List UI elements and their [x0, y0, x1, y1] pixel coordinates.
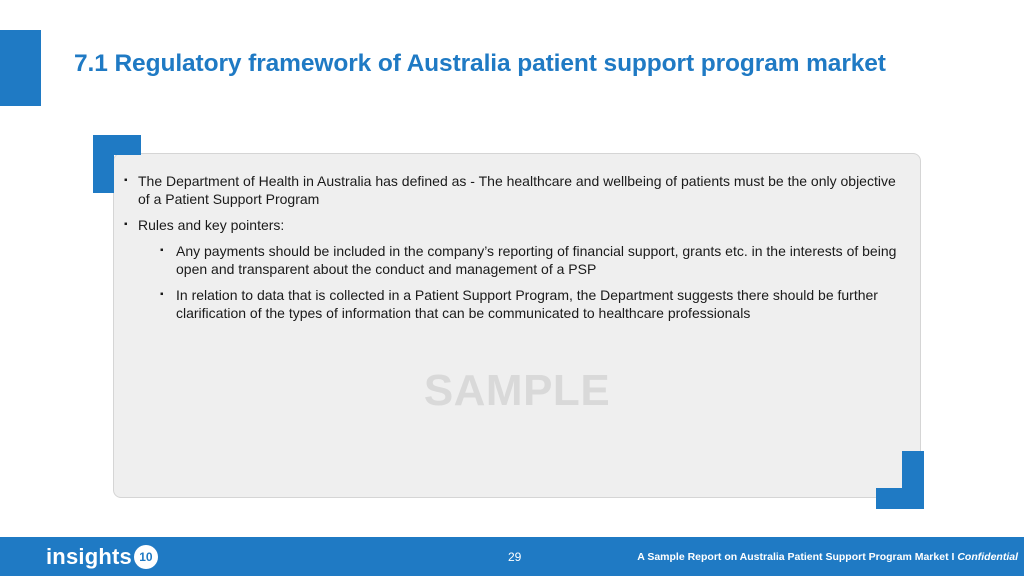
- logo-badge: 10: [134, 545, 158, 569]
- sub-bullet-item: [120, 242, 910, 278]
- corner-bracket-bottom-right-horizontal: [876, 488, 924, 509]
- bullet-item: [120, 172, 910, 208]
- footer-note: [637, 551, 1018, 563]
- bullet-square-icon: ▪: [124, 219, 128, 230]
- sample-watermark: SAMPLE: [423, 366, 611, 415]
- sub-bullet-text: Any payments should be included in the company’s reporting of financial support, grants etc. in the interests of being open and transparent about the conduct and management of a PSP: [176, 243, 897, 277]
- confidential-label: Confidential: [957, 551, 1018, 563]
- bullet-text: Rules and key pointers:: [138, 217, 285, 233]
- logo-text: insights: [46, 544, 132, 569]
- footer-bar: [0, 537, 1024, 576]
- bullet-square-icon: ▪: [160, 289, 164, 300]
- left-accent-bar: [0, 30, 41, 106]
- corner-bracket-top-left-horizontal: [93, 135, 141, 155]
- bullet-square-icon: ▪: [124, 175, 128, 186]
- insights10-logo: [46, 543, 158, 571]
- page-title: 7.1 Regulatory framework of Australia patient support program market: [74, 50, 886, 77]
- bullet-square-icon: ▪: [160, 245, 164, 256]
- sub-bullet-item: [120, 286, 910, 322]
- footer-note-text: A Sample Report on Australia Patient Support Program Market I: [637, 551, 958, 563]
- sub-bullet-text: In relation to data that is collected in a Patient Support Program, the Department suggests there should be further clarification of the types of information that can be communicated to healthcare professionals: [176, 287, 878, 321]
- page-number: 29: [508, 550, 522, 564]
- bullet-item: [120, 216, 910, 234]
- bullet-list: [120, 172, 910, 330]
- bullet-text: The Department of Health in Australia has defined as - The healthcare and wellbeing of patients must be the only objective of a Patient Support Program: [138, 173, 896, 207]
